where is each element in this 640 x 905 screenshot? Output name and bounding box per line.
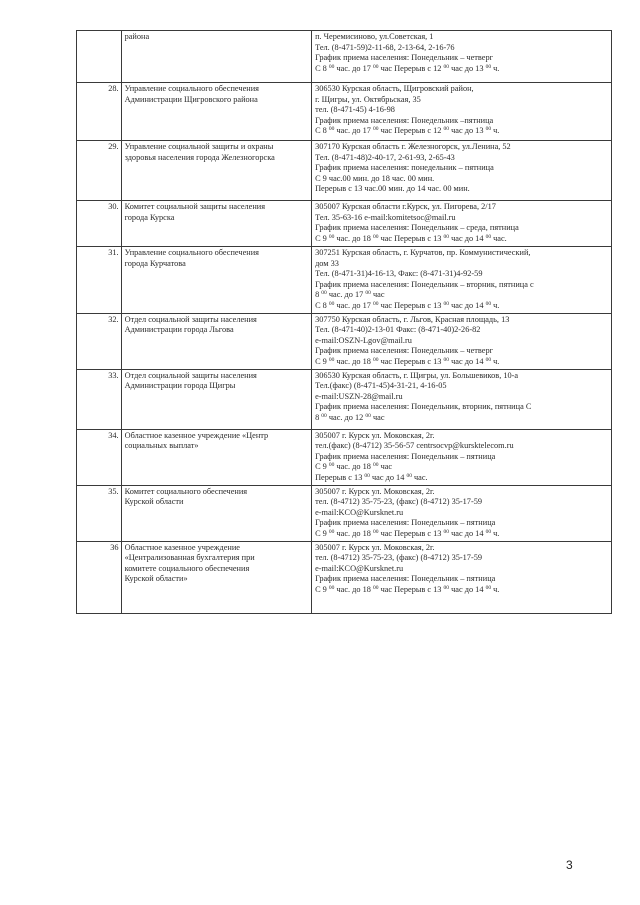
organization-name — [121, 541, 311, 613]
contact-details-line: Тел. 35-63-16 e-mail:komitetsoc@mail.ru — [315, 212, 456, 222]
contact-details-line: 8 $^{00}$ час. до 12 $^{00}$ час — [315, 412, 385, 422]
organization-name-line: Областное казенное учреждение «Центр — [124, 430, 269, 440]
contact-details — [312, 369, 612, 429]
row-number: 32. — [77, 313, 122, 369]
organization-name — [121, 247, 311, 314]
contact-details-line: г. Щигры, ул. Октябрьская, 35 — [315, 94, 421, 104]
contact-details-line: С 9 $^{00}$ час. до 18 $^{00}$ час Перерыв с 13 $^{00}$ час до 14 $^{00}$ ч. — [315, 528, 500, 538]
row-number: 36 — [77, 541, 122, 613]
contact-details-line: С 9 $^{00}$ час. до 18 $^{00}$ час Перерыв с 13 $^{00}$ час до 14 $^{00}$ час. — [315, 233, 507, 243]
table-row — [77, 369, 612, 429]
contact-details-line: С 8 $^{00}$ час. до 17 $^{00}$ час Перерыв с 12 $^{00}$ час до 13 $^{00}$ ч. — [315, 63, 500, 73]
table-row — [77, 31, 612, 83]
contact-details-line: 305007 г. Курск ул. Моковская, 2г. — [315, 486, 435, 496]
organization-name — [121, 429, 311, 485]
row-number — [77, 31, 122, 83]
contact-details-line: 307251 Курская область, г. Курчатов, пр. Коммунистический, — [315, 248, 531, 257]
table-row — [77, 541, 612, 613]
organization-name-line: Отдел социальной защиты населения — [124, 370, 257, 380]
contact-details-line: Перерыв с 13 час.00 мин. до 14 час. 00 мин. — [315, 184, 470, 194]
contact-details-line: С 8 $^{00}$ час. до 17 $^{00}$ час Перерыв с 13 $^{00}$ час до 14 $^{00}$ ч. — [315, 300, 500, 310]
contact-details-line: График приема населения: Понедельник – пятница — [315, 518, 496, 528]
organization-name-line: Администрации города Щигры — [124, 381, 236, 391]
contact-details-line: тел.(факс) (8-4712) 35-56-57 centrsocvp@kursktelecom.ru — [315, 441, 514, 451]
contact-details — [312, 485, 612, 541]
organization-name-line: комитете социального обеспечения — [124, 563, 250, 573]
organization-name-line: социальных выплат» — [124, 441, 199, 451]
contact-details-line: График приема населения: Понедельник – среда, пятница — [315, 223, 519, 233]
contact-details-line: п. Черемисиново, ул.Советская, 1 — [315, 32, 434, 41]
contact-details-line: 307170 Курская область г. Железногорск, ул.Ленина, 52 — [315, 142, 511, 151]
organization-name-line: Курской области — [124, 497, 184, 507]
organization-name — [121, 201, 311, 247]
organization-name-line: Комитет социального обеспечения — [124, 486, 248, 496]
organization-name-line: Курской области» — [124, 574, 188, 584]
row-number: 35. — [77, 485, 122, 541]
organization-name-line: Управление социальной защиты и охраны — [124, 142, 274, 151]
table-row — [77, 141, 612, 201]
contact-details — [312, 31, 612, 83]
contact-details-line: 307750 Курская область, г. Льгов, Красная площадь, 13 — [315, 314, 510, 324]
contact-details-line: График приема населения: Понедельник – вторник, пятница с — [315, 279, 534, 289]
organization-name — [121, 485, 311, 541]
contact-details-line: С 9 $^{00}$ час. до 18 $^{00}$ час — [315, 462, 393, 472]
contact-details — [312, 83, 612, 141]
contact-details-line: 306530 Курская область, Щигровский район, — [315, 84, 474, 93]
organization-name — [121, 369, 311, 429]
organization-name-line: здоровья населения города Железногорска — [124, 152, 275, 162]
table-row — [77, 83, 612, 141]
contact-details-line: e-mail:OSZN-Lgov@mail.ru — [315, 335, 412, 345]
contact-details-line: С 8 $^{00}$ час. до 17 $^{00}$ час Перерыв с 12 $^{00}$ час до 13 $^{00}$ ч. — [315, 126, 500, 136]
table-row — [77, 429, 612, 485]
contact-details-line: Тел. (8-471-48)2-40-17, 2-61-93, 2-65-43 — [315, 152, 455, 162]
table-row — [77, 201, 612, 247]
page-number: 3 — [566, 858, 573, 872]
organization-name-line: Администрации Щигровского района — [124, 94, 258, 104]
contact-details-line: 8 $^{00}$ час. до 17 $^{00}$ час — [315, 290, 385, 300]
row-number: 28. — [77, 83, 122, 141]
table-row — [77, 247, 612, 314]
organization-name-line: города Курчатова — [124, 258, 186, 268]
contact-details-line: График приема населения: Понедельник – пятница — [315, 451, 496, 461]
contact-details-line: Тел. (8-471-59)2-11-68, 2-13-64, 2-16-76 — [315, 42, 455, 52]
contact-details-line: График приема населения: Понедельник – пятница — [315, 574, 496, 584]
contact-details-line: e-mail:KCO@Kursknet.ru — [315, 507, 404, 517]
organization-name-line: Областное казенное учреждение — [124, 542, 240, 552]
organization-name — [121, 83, 311, 141]
social-offices-table — [76, 30, 612, 614]
contact-details-line: График приема населения: понедельник – пятница — [315, 163, 494, 173]
contact-details-line: тел. (8-4712) 35-75-23, (факс) (8-4712) 35-17-59 — [315, 497, 483, 507]
organization-name-line: «Централизованная бухгалтерия при — [124, 553, 255, 563]
contact-details-line: e-mail:KCO@Kursknet.ru — [315, 563, 404, 573]
contact-details-line: Тел.(факс) (8-471-45)4-31-21, 4-16-05 — [315, 381, 447, 391]
contact-details-line: Тел. (8-471-40)2-13-01 Факс: (8-471-40)2-26-82 — [315, 325, 481, 335]
row-number: 34. — [77, 429, 122, 485]
organization-name-line: Управление социального обеспечения — [124, 248, 259, 257]
contact-details-line: дом 33 — [315, 258, 339, 268]
contact-details-line: тел. (8-4712) 35-75-23, (факс) (8-4712) 35-17-59 — [315, 553, 483, 563]
contact-details-line: С 9 $^{00}$ час. до 18 $^{00}$ час Перерыв с 13 $^{00}$ час до 14 $^{00}$ ч. — [315, 584, 500, 594]
contact-details — [312, 313, 612, 369]
organization-name-line: Отдел социальной защиты населения — [124, 314, 257, 324]
organization-name-line: Администрации города Льгова — [124, 325, 234, 335]
organization-name — [121, 141, 311, 201]
organization-name-line: района — [124, 32, 150, 41]
contact-details-line: 306530 Курская область, г. Щигры, ул. Большевиков, 10-а — [315, 370, 519, 380]
table-row — [77, 485, 612, 541]
contact-details — [312, 201, 612, 247]
organization-name-line: Управление социального обеспечения — [124, 84, 259, 93]
contact-details-line: Перерыв с 13 $^{00}$ час до 14 $^{00}$ час. — [315, 472, 428, 482]
contact-details-line: Тел. (8-471-31)4-16-13, Факс: (8-471-31)4-92-59 — [315, 269, 483, 279]
contact-details-line: тел. (8-471-45) 4-16-98 — [315, 105, 395, 115]
contact-details — [312, 541, 612, 613]
contact-details-line: 305007 Курская области г.Курск, ул. Пигорева, 2/17 — [315, 202, 496, 211]
document-sheet — [76, 30, 612, 614]
organization-name — [121, 313, 311, 369]
contact-details-line: 305007 г. Курск ул. Моковская, 2г. — [315, 542, 435, 552]
contact-details-line: График приема населения: Понедельник – четверг — [315, 53, 494, 63]
contact-details-line: 305007 г. Курск ул. Моковская, 2г. — [315, 430, 435, 440]
table-row — [77, 313, 612, 369]
contact-details-line: График приема населения: Понедельник –пятница — [315, 115, 494, 125]
organization-name-line: Комитет социальной защиты населения — [124, 202, 266, 211]
contact-details-line: С 9 час.00 мин. до 18 час. 00 мин. — [315, 173, 435, 183]
contact-details-line: График приема населения: Понедельник, вторник, пятница С — [315, 402, 532, 412]
contact-details — [312, 247, 612, 314]
contact-details — [312, 429, 612, 485]
contact-details — [312, 141, 612, 201]
contact-details-line: e-mail:USZN-28@mail.ru — [315, 391, 403, 401]
row-number: 31. — [77, 247, 122, 314]
row-number: 33. — [77, 369, 122, 429]
row-number: 29. — [77, 141, 122, 201]
organization-name — [121, 31, 311, 83]
row-number: 30. — [77, 201, 122, 247]
organization-name-line: города Курска — [124, 212, 175, 222]
contact-details-line: С 9 $^{00}$ час. до 18 $^{00}$ час Перерыв с 13 $^{00}$ час до 14 $^{00}$ ч. — [315, 356, 500, 366]
contact-details-line: График приема населения: Понедельник – четверг — [315, 346, 494, 356]
